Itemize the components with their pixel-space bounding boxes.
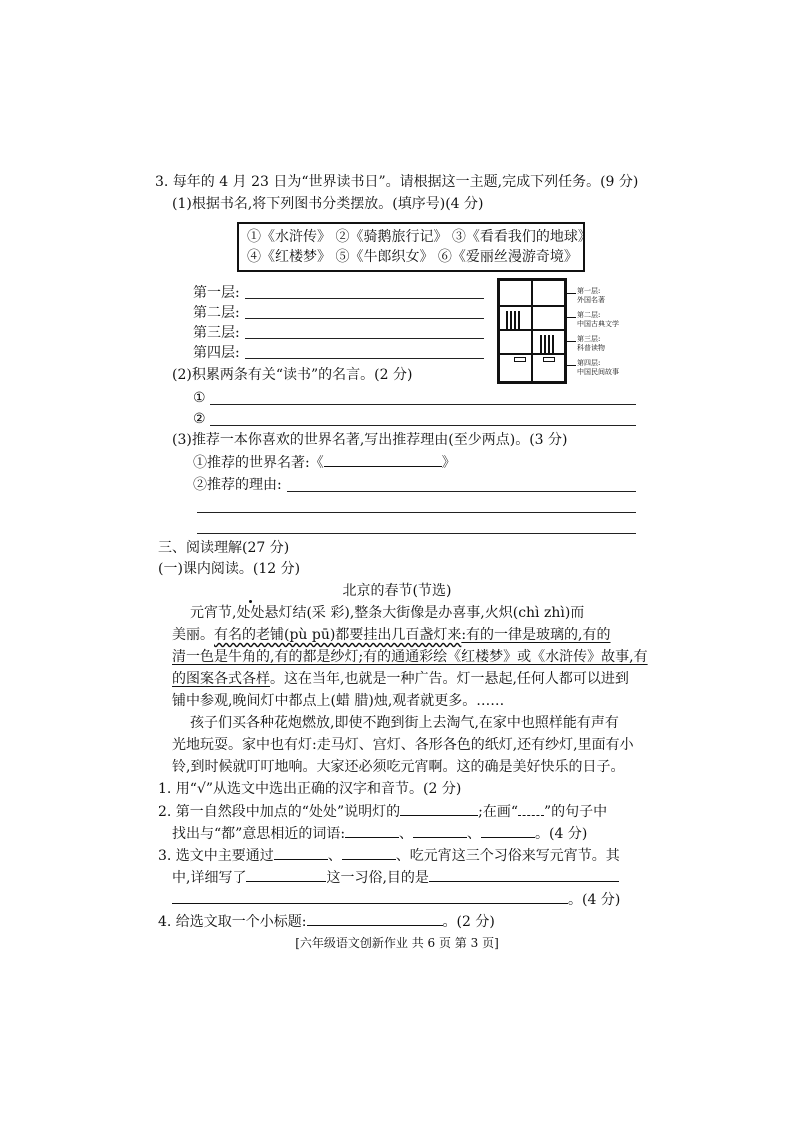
part-heading: (一)课内阅读。(12 分) bbox=[158, 561, 301, 577]
question-text: 。(2 分) bbox=[442, 914, 495, 930]
shelf-label-1-category: 外国名著 bbox=[577, 296, 605, 304]
label-pointer bbox=[564, 341, 576, 342]
passage-line bbox=[190, 604, 584, 622]
underlined-text: 的图案各式各样 bbox=[172, 671, 270, 687]
quote-1-mark: ① bbox=[193, 390, 206, 406]
rec-reason-line-3[interactable] bbox=[197, 533, 636, 534]
answer-blank[interactable] bbox=[400, 802, 478, 816]
question-text: 找出与“都”意思相近的词语: bbox=[172, 826, 346, 842]
drawer-handle bbox=[514, 357, 526, 362]
question-3-line-3 bbox=[172, 890, 620, 909]
answer-blank[interactable] bbox=[481, 824, 535, 838]
passage-line bbox=[172, 670, 629, 688]
layer-4-label: 第四层: bbox=[193, 345, 240, 361]
question-3 bbox=[158, 846, 620, 865]
rec-book-prefix: ①推荐的世界名著:《 bbox=[193, 455, 324, 471]
question-1: 1. 用“√”从选文中选出正确的汉字和音节。(2 分) bbox=[158, 781, 462, 797]
label-pointer bbox=[564, 293, 576, 294]
rec-reason-line-2[interactable] bbox=[197, 512, 636, 513]
q3-sub1: (1)根据书名,将下列图书分类摆放。(填序号)(4 分) bbox=[172, 196, 484, 212]
question-text: 2. 第一自然段中加点的“处处”说明灯的 bbox=[158, 804, 401, 820]
answer-blank[interactable] bbox=[172, 890, 568, 904]
answer-blank[interactable] bbox=[342, 846, 396, 860]
underline-sample bbox=[518, 802, 544, 816]
shelf-label-2-title: 第二层: bbox=[577, 311, 601, 319]
layer-1-answer-line[interactable] bbox=[245, 298, 484, 299]
shelf-label-4-title: 第四层: bbox=[577, 359, 601, 367]
question-4 bbox=[158, 912, 495, 931]
underlined-text: 清一色是牛角的,有的都是纱灯;有的通通彩绘《红楼梦》或《水浒传》故事,有 bbox=[172, 649, 648, 665]
passage-line bbox=[172, 626, 611, 644]
rec-reason-label: ②推荐的理由: bbox=[193, 477, 282, 493]
books-icon bbox=[540, 335, 556, 353]
question-text: ;在画“ bbox=[478, 804, 518, 820]
separator: 、 bbox=[467, 826, 482, 842]
bookshelf-illustration bbox=[497, 278, 567, 384]
question-text: 。(4 分) bbox=[568, 892, 621, 908]
question-3-line-2 bbox=[172, 868, 619, 887]
passage-line: 铺中参观,晚间灯中都点上(蜡 腊)烛,观者就更多。…… bbox=[172, 693, 505, 709]
answer-blank[interactable] bbox=[274, 846, 328, 860]
drawer-handle bbox=[543, 357, 555, 362]
shelf-label-3-category: 科普读物 bbox=[577, 344, 605, 352]
layer-2-label: 第二层: bbox=[193, 305, 240, 321]
passage-line: 光地玩耍。家中也有灯:走马灯、宫灯、各形各色的纸灯,还有纱灯,里面有小 bbox=[172, 737, 634, 753]
passage-title-note: (节选) bbox=[412, 583, 452, 599]
answer-blank[interactable] bbox=[246, 868, 326, 882]
book-list-box bbox=[237, 222, 592, 272]
quote-2-answer-line[interactable] bbox=[210, 425, 636, 426]
question-text: 3. 选文中主要通过 bbox=[158, 848, 274, 864]
quote-2-mark: ② bbox=[193, 411, 206, 427]
answer-blank[interactable] bbox=[307, 912, 443, 926]
label-pointer bbox=[564, 365, 576, 366]
underlined-text: :有的一律是玻璃的,有的 bbox=[461, 627, 611, 643]
separator: 、 bbox=[399, 826, 414, 842]
passage-line: 孩子们买各种花炮燃放,即使不跑到街上去淘气,在家中也照样能有声有 bbox=[190, 715, 619, 731]
label-pointer bbox=[564, 317, 576, 318]
dotted-word: 处处 bbox=[236, 605, 265, 621]
shelf-label-4-category: 中国民间故事 bbox=[577, 368, 619, 376]
wavy-underlined-text: 有名的老铺(pù pū)都要挂出几百盏灯来 bbox=[214, 627, 462, 643]
question-2-line-2 bbox=[172, 824, 587, 843]
rec-book-blank[interactable] bbox=[324, 453, 442, 467]
question-2 bbox=[158, 802, 607, 821]
q3-sub3: (3)推荐一本你喜欢的世界名著,写出推荐理由(至少两点)。(3 分) bbox=[172, 432, 568, 448]
q3-sub2: (2)积累两条有关“读书”的名言。(2 分) bbox=[172, 367, 413, 383]
answer-blank[interactable] bbox=[345, 824, 399, 838]
shelf-label-1-title: 第一层: bbox=[577, 287, 601, 295]
q3-stem: 3. 每年的 4 月 23 日为“世界读书日”。请根据这一主题,完成下列任务。(9 分) bbox=[155, 174, 639, 190]
book-row-2: ④《红楼梦》 ⑤《牛郎织女》 ⑥《爱丽丝漫游奇境》 bbox=[247, 249, 578, 265]
rec-reason-line-1[interactable] bbox=[287, 491, 636, 492]
passage-text: 美丽。 bbox=[172, 627, 214, 643]
question-text: 中,详细写了 bbox=[172, 870, 247, 886]
question-text: 这一习俗,目的是 bbox=[326, 870, 429, 886]
layer-4-answer-line[interactable] bbox=[245, 358, 484, 359]
answer-blank[interactable] bbox=[413, 824, 467, 838]
layer-3-answer-line[interactable] bbox=[245, 338, 484, 339]
question-text: ”的句子中 bbox=[544, 804, 608, 820]
passage-text: 元宵节, bbox=[190, 605, 237, 621]
separator: 、 bbox=[327, 848, 342, 864]
passage-line: 铃,到时候就叮叮地响。大家还必须吃元宵啊。这的确是美好快乐的日子。 bbox=[172, 759, 625, 775]
rec-book-line bbox=[193, 453, 456, 472]
shelf-label-2-category: 中国古典文学 bbox=[577, 320, 619, 328]
quote-1-answer-line[interactable] bbox=[210, 404, 636, 405]
passage-title: 北京的春节 bbox=[342, 583, 413, 599]
passage-text: 悬灯结(采 彩),整条大街像是办喜事,火炽(chì zhì)而 bbox=[264, 605, 585, 621]
layer-3-label: 第三层: bbox=[193, 325, 240, 341]
book-row-1: ①《水浒传》 ②《骑鹅旅行记》 ③《看看我们的地球》 bbox=[247, 229, 592, 245]
rec-book-suffix: 》 bbox=[441, 455, 456, 471]
passage-title-line bbox=[0, 582, 794, 600]
question-text: 、吃元宵这三个习俗来写元宵节。其 bbox=[395, 848, 620, 864]
shelf-label-3-title: 第三层: bbox=[577, 335, 601, 343]
page-footer: [六年级语文创新作业 共 6 页 第 3 页] bbox=[295, 936, 499, 950]
answer-blank[interactable] bbox=[429, 868, 619, 882]
section-heading: 三、阅读理解(27 分) bbox=[158, 540, 290, 556]
question-text: 。(4 分) bbox=[535, 826, 588, 842]
passage-text: 。这在当年,也就是一种广告。灯一悬起,任何人都可以进到 bbox=[270, 671, 629, 687]
passage-line bbox=[172, 648, 648, 666]
layer-1-label: 第一层: bbox=[193, 285, 240, 301]
question-text: 4. 给选文取一个小标题: bbox=[158, 914, 307, 930]
layer-2-answer-line[interactable] bbox=[245, 318, 484, 319]
books-icon bbox=[506, 311, 522, 329]
